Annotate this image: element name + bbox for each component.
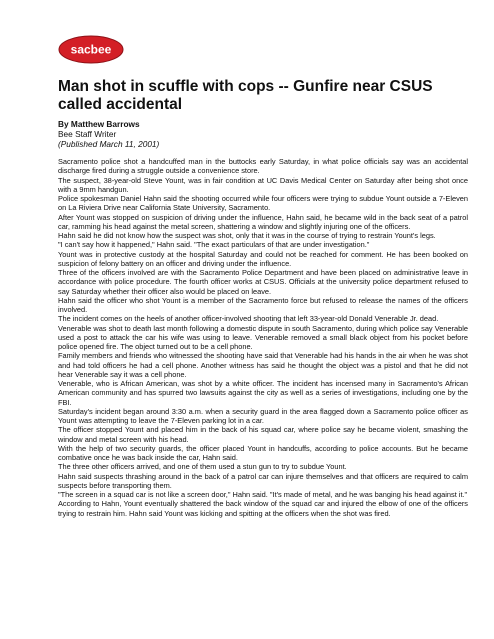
article-paragraph: Venerable was shot to death last month following a domestic dispute in south Sacramento, during which police say Venerable used a post to attack the car his wife was using to leave. Venerable removed a small black object from his pocket before police opened fire. The object turned out to be a cell phone. <box>58 323 468 351</box>
article-paragraph: The officer stopped Yount and placed him in the back of his squad car, where police say he became violent, smashing the window and metal screen with his head. <box>58 425 468 444</box>
sacbee-logo <box>58 35 124 64</box>
article-paragraph: The three other officers arrived, and one of them used a stun gun to try to subdue Yount. <box>58 462 347 472</box>
article-paragraph: Saturday's incident began around 3:30 a.m. when a security guard in the area flagged down a Sacramento police officer as Yount was attempting to leave the 7-Eleven parking lot in a car. <box>58 406 468 425</box>
article-paragraph: According to Hahn, Yount eventually shattered the back window of the squad car and injured the elbow of one of the officers trying to restrain him. Hahn said Yount was kicking and spitting at the officers when the shot was fired. <box>58 499 468 518</box>
article-paragraph: "The screen in a squad car is not like a screen door," Hahn said. "It's made of metal, and he was banging his head against it." <box>58 490 468 499</box>
article-paragraph: The suspect, 38-year-old Steve Yount, was in fair condition at UC Davis Medical Center on Saturday after being shot once with a 9mm handgun. <box>58 175 468 194</box>
byline <box>58 119 358 149</box>
article-paragraph: Yount was in protective custody at the hospital Saturday and could not be reached for comment. He has been booked on suspicion of felony battery on an officer and driving under the influence. <box>58 249 468 268</box>
logo-text: sacbee <box>70 42 112 57</box>
article-paragraph: With the help of two security guards, the officer placed Yount in handcuffs, according to police accounts. But he became combative once he was back inside the car, Hahn said. <box>58 443 468 462</box>
article-paragraph: Sacramento police shot a handcuffed man in the buttocks early Saturday, in what police officials say was an accidental discharge fired during a struggle outside a convenience store. <box>58 157 468 176</box>
article-paragraph: Hahn said the officer who shot Yount is a member of the Sacramento force but refused to release the names of the officers involved. <box>58 295 468 314</box>
article-paragraph: Hahn said suspects thrashing around in the back of a patrol car can injure themselves and that officers are required to calm suspects before transporting them. <box>58 471 468 490</box>
byline-role: Bee Staff Writer <box>58 129 117 139</box>
article-paragraph: Police spokesman Daniel Hahn said the shooting occurred while four officers were trying to subdue Yount outside a 7-Eleven on La Riviera Drive near California State University, Sacramento. <box>58 194 468 213</box>
byline-date: (Published March 11, 2001) <box>58 139 160 149</box>
article-paragraph: After Yount was stopped on suspicion of driving under the influence, Hahn said, he became wild in the back seat of a patrol car, ramming his head against the metal screen, shattering a window and slightly injuring one of the officers. <box>58 212 468 231</box>
article-paragraph: Venerable, who is African American, was shot by a white officer. The incident has incensed many in Sacramento's African American community and has spurred two lawsuits against the city as well as a series of investigations, including one by the FBI. <box>58 379 468 407</box>
byline-author: By Matthew Barrows <box>58 119 140 129</box>
article-paragraph: Three of the officers involved are with the Sacramento Police Department and have been placed on administrative leave in accordance with police procedure. The fourth officer works at CSUS. Officials at the university police department refused to say Saturday whether their officer also would be placed on leave. <box>58 268 468 296</box>
article-headline: Man shot in scuffle with cops -- Gunfire near CSUS called accidental <box>58 78 433 113</box>
article-paragraph: "I can't say how it happened," Hahn said. "The exact particulars of that are under investigation." <box>58 240 370 250</box>
article-body <box>58 157 468 518</box>
article-paragraph: The incident comes on the heels of another officer-involved shooting that left 33-year-old Donald Venerable Jr. dead. <box>58 314 439 324</box>
article-paragraph: Family members and friends who witnessed the shooting have said that Venerable had his hands in the air when he was shot and had told officers he had a cell phone. Another witness has said he thought the object was a pistol and that he did not hear Venerable say it was a cell phone. <box>58 351 468 379</box>
article-paragraph: Hahn said he did not know how the suspect was shot, only that it was in the course of trying to restrain Yount's legs. <box>58 231 436 240</box>
